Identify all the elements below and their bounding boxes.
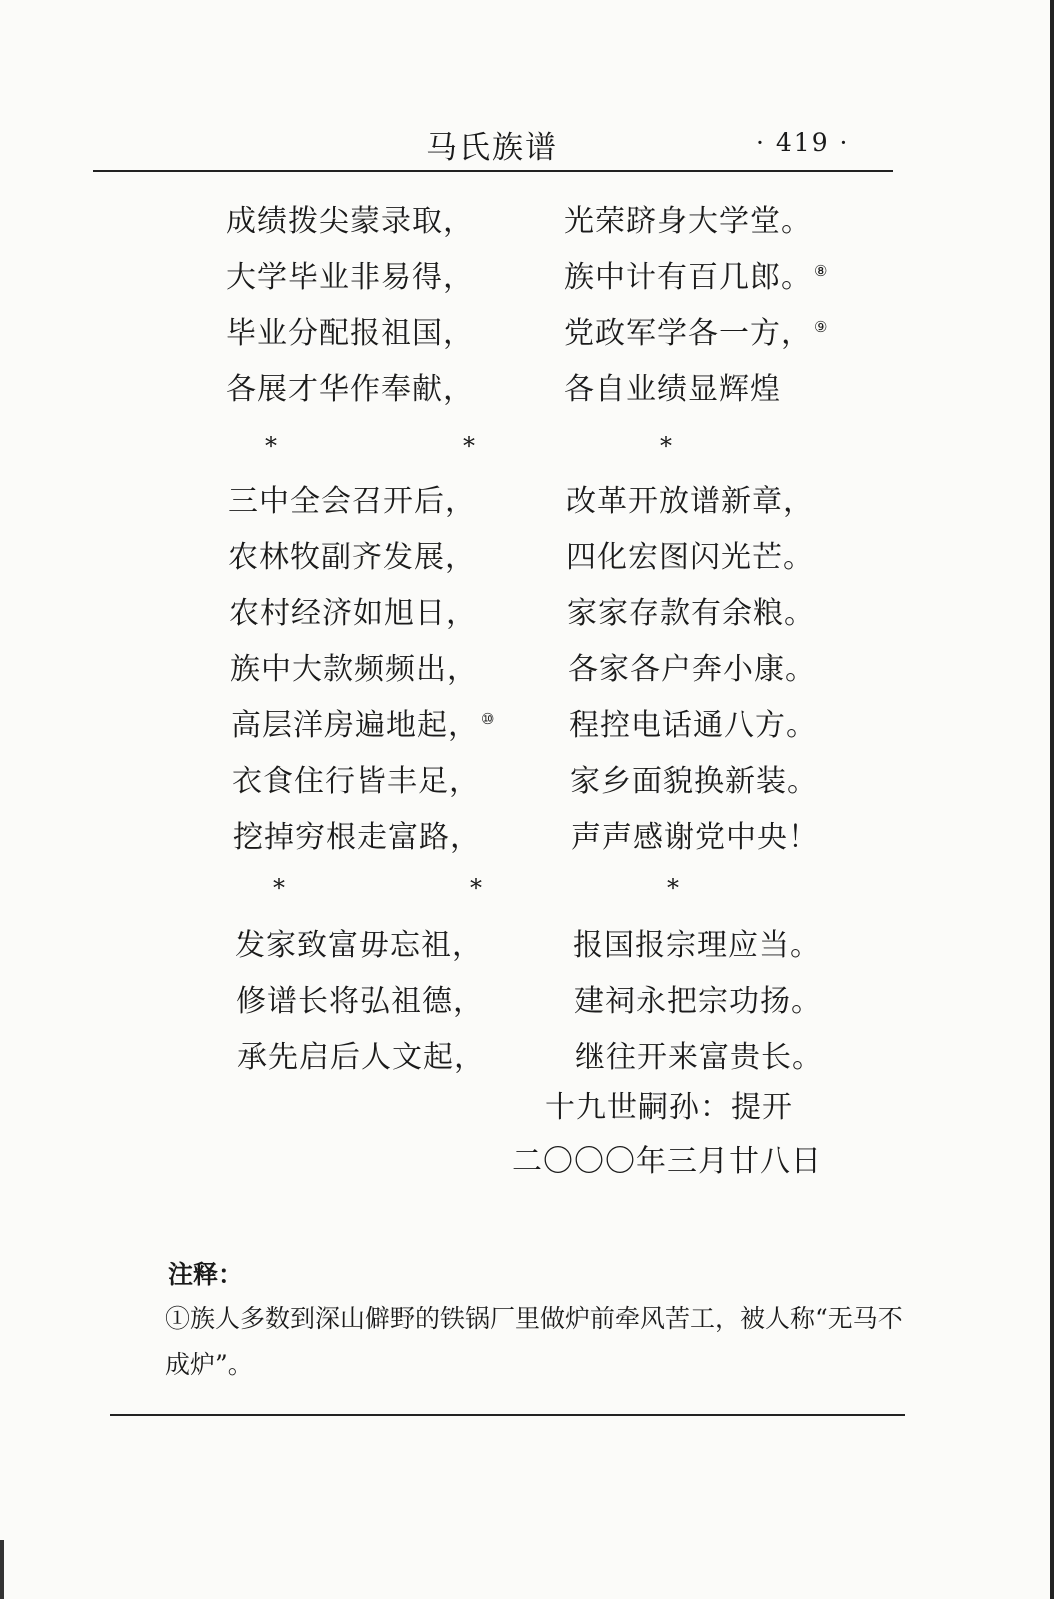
poem-line: 修谱长将弘祖德， bbox=[236, 984, 484, 1019]
poem-line: 各家各户奔小康。 bbox=[568, 652, 816, 687]
poem-line: 高层洋房遍地起， ⑩ bbox=[231, 708, 496, 743]
header-rule bbox=[93, 170, 893, 172]
poem-line: 声声感谢党中央！ bbox=[571, 820, 819, 855]
poem-line: 毕业分配报祖国， bbox=[226, 316, 474, 351]
poem-line: 四化宏图闪光芒。 bbox=[566, 540, 814, 575]
separator-star: * bbox=[463, 432, 475, 460]
poem-line: 发家致富毋忘祖， bbox=[235, 928, 483, 963]
page-corner-shadow bbox=[0, 1540, 4, 1599]
poem-line: 各展才华作奉献， bbox=[226, 372, 474, 407]
poem-line: 程控电话通八方。 bbox=[569, 708, 817, 743]
poem-line: 家乡面貌换新装。 bbox=[570, 764, 818, 799]
poem-line: 改革开放谱新章， bbox=[566, 484, 814, 519]
poem-line: 挖掉穷根走富路， bbox=[233, 820, 481, 855]
footnote-marker: ⑩ bbox=[481, 710, 496, 728]
book-title: 马氏族谱 bbox=[426, 130, 558, 166]
footer-rule bbox=[110, 1414, 905, 1416]
page-edge-shadow bbox=[1050, 0, 1054, 1599]
poem-line: 成绩拨尖蒙录取， bbox=[226, 204, 474, 239]
signature-date: 二〇〇〇年三月廿八日 bbox=[512, 1144, 822, 1179]
separator-star: * bbox=[660, 432, 672, 460]
poem-line: 衣食住行皆丰足， bbox=[232, 764, 480, 799]
separator-star: * bbox=[667, 874, 679, 902]
separator-star: * bbox=[265, 432, 277, 460]
poem-line: 族中计有百几郎。 ⑧ bbox=[564, 260, 829, 295]
author-signature: 十九世嗣孙：提开 bbox=[545, 1090, 793, 1125]
separator-star: * bbox=[273, 874, 285, 902]
poem-line: 三中全会召开后， bbox=[228, 484, 476, 519]
poem-line: 报国报宗理应当。 bbox=[573, 928, 821, 963]
poem-line: 继往开来富贵长。 bbox=[575, 1040, 823, 1075]
notes-heading: 注释： bbox=[168, 1260, 244, 1289]
poem-line: 承先启后人文起， bbox=[237, 1040, 485, 1075]
poem-line: 农村经济如旭日， bbox=[229, 596, 477, 631]
poem-line: 光荣跻身大学堂。 bbox=[564, 204, 812, 239]
separator-star: * bbox=[470, 874, 482, 902]
footnote-marker: ⑨ bbox=[814, 318, 829, 336]
footnote-text: ①族人多数到深山僻野的铁锅厂里做炉前牵风苦工，被人称“无马不成炉”。 bbox=[165, 1304, 903, 1379]
poem-line: 大学毕业非易得， bbox=[226, 260, 474, 295]
poem-line: 族中大款频频出， bbox=[230, 652, 478, 687]
footnote-marker: ⑧ bbox=[814, 262, 829, 280]
poem-line: 家家存款有余粮。 bbox=[567, 596, 815, 631]
page-number: · 419 · bbox=[756, 128, 850, 157]
poem-line: 各自业绩显辉煌 bbox=[564, 372, 781, 407]
poem-line: 党政军学各一方， ⑨ bbox=[564, 316, 829, 351]
poem-line: 农林牧副齐发展， bbox=[228, 540, 476, 575]
page-header bbox=[93, 118, 893, 170]
poem-line: 建祠永把宗功扬。 bbox=[574, 984, 822, 1019]
